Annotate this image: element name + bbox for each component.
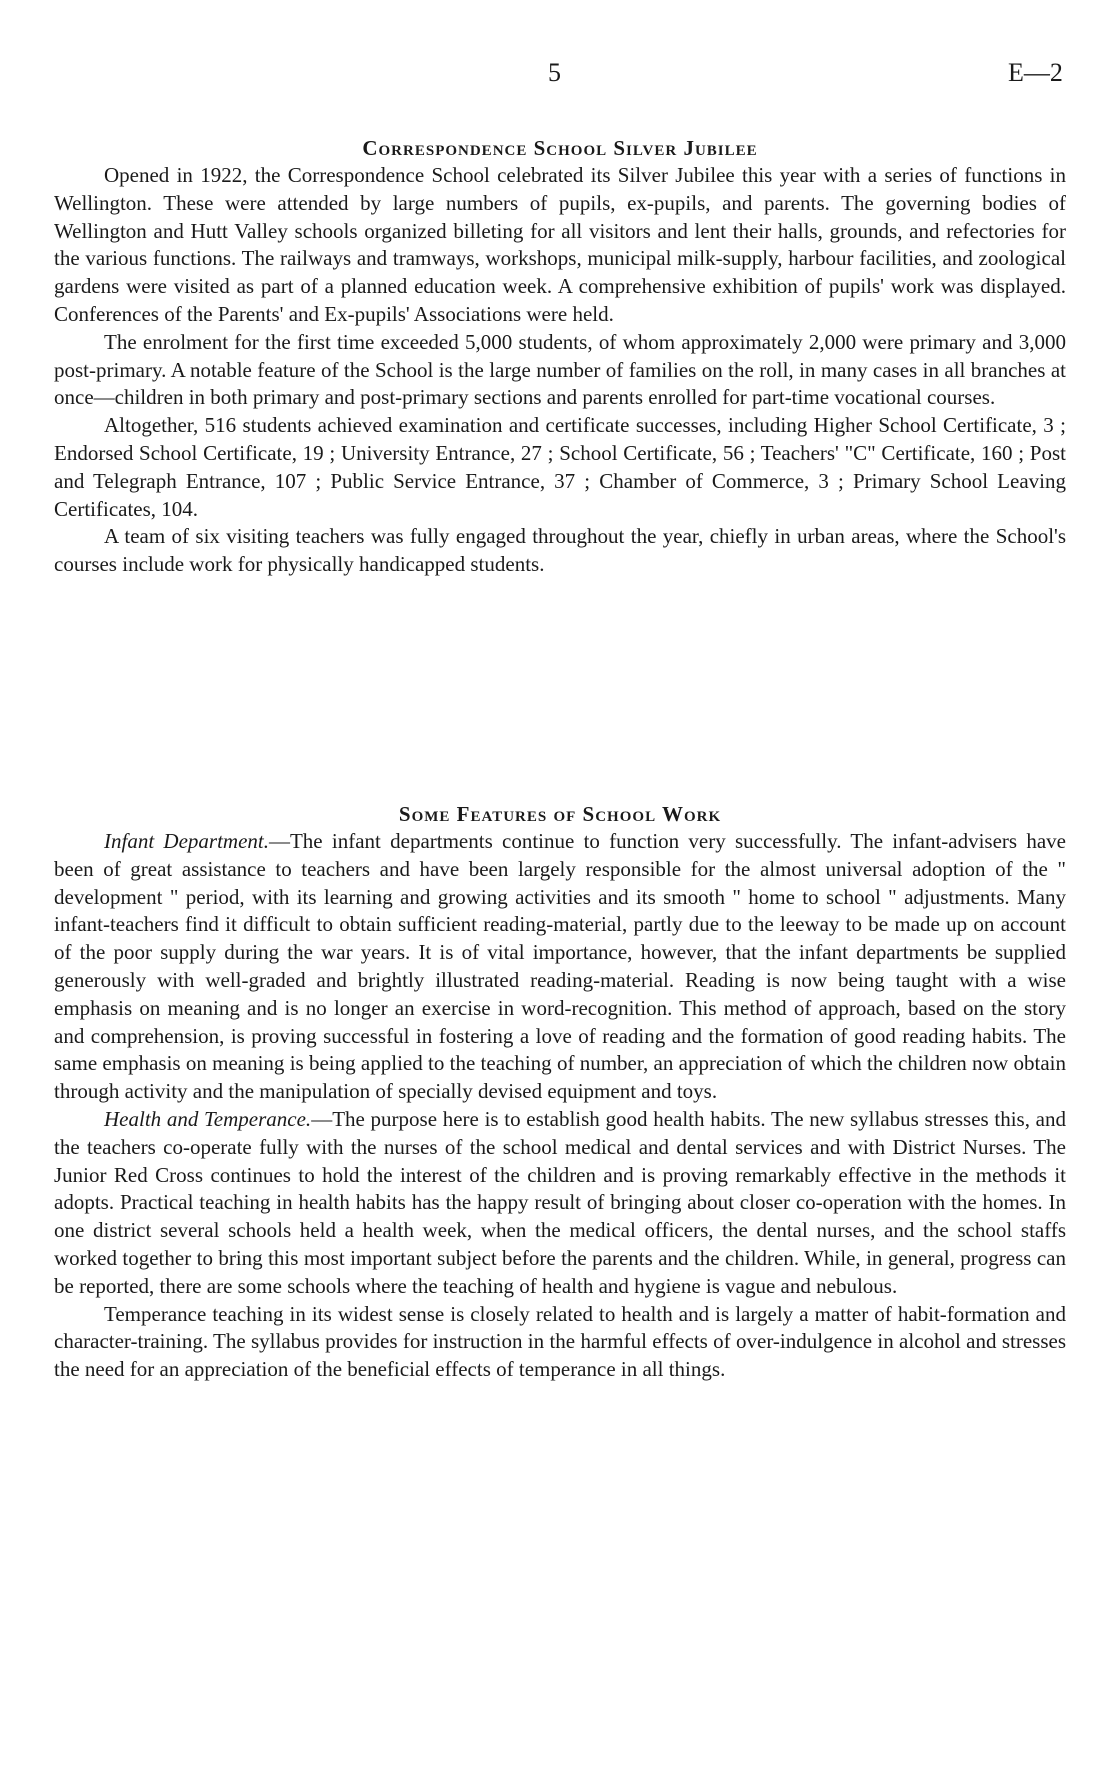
paragraph-lead: Infant Department. [104,829,269,853]
page-number: 5 [548,58,561,87]
paragraph-lead: Health and Temperance. [104,1106,312,1131]
paragraph [54,412,1066,523]
section-heading: Some Features of School Work [398,802,722,826]
paragraph [54,329,1066,412]
paragraph-text: Temperance teaching in its widest sense is closely related to health and is largely a matter of habit-formation and character-training. The syllabus provides for instruction in the harmful effects of over-indulgence in alcohol and stresses the need for an appreciation of the beneficial effects of temperance in all things. [54,1301,1066,1382]
paragraph [54,162,1066,329]
section-school-work [54,800,1066,1384]
section-silver-jubilee [54,134,1066,579]
paragraph [54,1301,1066,1384]
paragraph-text: Altogether, 516 students achieved examination and certificate successes, including Higher School Certificate, 3 ; Endorsed School Certificate, 19 ; University Entrance, 27 ; School Certificate, 56 ; Teachers' "C" Certificate, 160 ; Post and Telegraph Entrance, 107 ; Public Service Entrance, 37 ; Chamber of Commerce, 3 ; Primary School Leaving Certificates, 104. [54,413,1066,521]
paragraph [54,828,1066,1106]
paragraph-text: —The purpose here is to establish good health habits. The new syllabus stresses this, and the teachers co-operate fully with the nurses of the school medical and dental services and with District Nurses. The Junior Red Cross continues to hold the interest of the children and is proving remarkably effective in the methods it adopts. Practical teaching in health habits has the happy result of bringing about closer co-operation with the homes. In one district several schools held a health week, when the medical officers, the dental nurses, and the school staffs worked together to bring this most important subject before the parents and the children. While, in general, progress can be reported, there are some schools where the teaching of health and hygiene is vague and nebulous. [54,1106,1067,1298]
paragraph [54,523,1066,579]
paragraph-text: A team of six visiting teachers was fully engaged throughout the year, chiefly in urban areas, where the School's courses include work for physically handicapped students. [54,524,1066,577]
paragraph-text: Opened in 1922, the Correspondence School celebrated its Silver Jubilee this year with a series of functions in Wellington. These were attended by large numbers of pupils, ex-pupils, and parents. The governing bodies of Wellington and Hutt Valley schools organized billeting for all visitors and lent their halls, grounds, and refectories for the various functions. The railways and tramways, workshops, municipal milk-supply, harbour facilities, and zoological gardens were visited as part of a planned education week. A comprehensive exhibition of pupils' work was displayed. Conferences of the Parents' and Ex-pupils' Associations were held. [54,163,1066,326]
paragraph [54,1106,1066,1301]
paragraph-text: The enrolment for the first time exceeded 5,000 students, of whom approximately 2,000 were primary and 3,000 post-primary. A notable feature of the School is the large number of families on the roll, in many cases in all branches at once—children in both primary and post-primary sections and parents enrolled for part-time vocational courses. [54,329,1066,410]
page-reference: E—2 [1008,58,1063,87]
section-heading: Correspondence School Silver Jubilee [362,136,758,160]
paragraph-text: —The infant departments continue to function very successfully. The infant-advisers have been of great assistance to teachers and have been largely responsible for the almost universal adoption of the " development " period, with its learning and growing activities and its smooth " home to school " adjustments. Many infant-teachers find it difficult to obtain sufficient reading-material, partly due to the leeway to be made up on account of the poor supply during the war years. It is of vital importance, however, that the infant departments be supplied generously with well-graded and brightly illustrated reading-material. Reading is now being taught with a wise emphasis on meaning and is no longer an exercise in word-recognition. This method of approach, based on the story and comprehension, is proving successful in fostering a love of reading and the formation of good reading habits. The same emphasis on meaning is being applied to the teaching of number, an appreciation of which the children now obtain through activity and the manipulation of specially devised equipment and toys. [54,829,1066,1104]
